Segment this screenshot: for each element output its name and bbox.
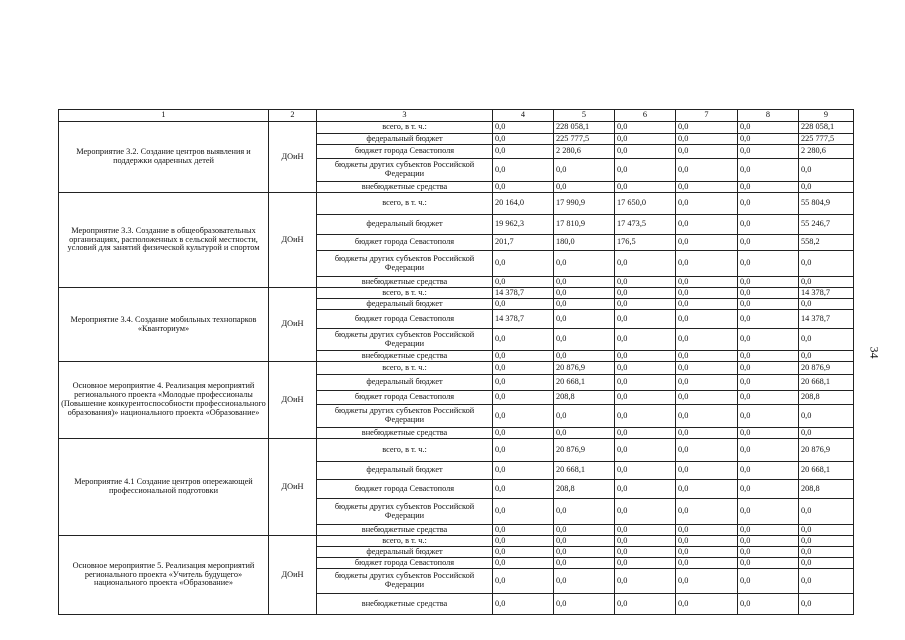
amount-cell-col-9: 14 378,7 (799, 310, 854, 329)
header-cell-4: 4 (493, 110, 554, 122)
amount-cell-col-7: 0,0 (676, 182, 738, 193)
funding-source-cell: всего, в т. ч.: (317, 536, 493, 547)
event-name-cell: Основное мероприятие 4. Реализация мероприятий регионального проекта «Молодые профессионалы (Повышение конкурентоспособности профессионального образования)» национального проекта «Образование» (59, 362, 269, 439)
amount-cell-col-6: 0,0 (615, 462, 676, 480)
amount-cell-col-5: 20 876,9 (554, 362, 615, 375)
header-cell-5: 5 (554, 110, 615, 122)
amount-cell-col-8: 0,0 (738, 594, 799, 615)
amount-cell-col-6: 0,0 (615, 351, 676, 362)
amount-cell-col-7: 0,0 (676, 405, 738, 428)
amount-cell-col-5: 0,0 (554, 299, 615, 310)
amount-cell-col-9: 208,8 (799, 391, 854, 405)
executor-cell: ДОиН (269, 193, 317, 288)
amount-cell-col-6: 0,0 (615, 299, 676, 310)
amount-cell-col-5: 225 777,5 (554, 134, 615, 145)
amount-cell-col-4: 0,0 (493, 569, 554, 594)
amount-cell-col-7: 0,0 (676, 215, 738, 235)
amount-cell-col-8: 0,0 (738, 362, 799, 375)
table-row (59, 288, 854, 299)
amount-cell-col-5: 0,0 (554, 329, 615, 351)
funding-source-cell: бюджеты других субъектов Российской Федерации (317, 251, 493, 277)
executor-cell: ДОиН (269, 536, 317, 615)
amount-cell-col-7: 0,0 (676, 558, 738, 569)
amount-cell-col-7: 0,0 (676, 525, 738, 536)
amount-cell-col-6: 0,0 (615, 499, 676, 525)
amount-cell-col-9: 208,8 (799, 480, 854, 499)
amount-cell-col-8: 0,0 (738, 499, 799, 525)
amount-cell-col-4: 0,0 (493, 299, 554, 310)
funding-source-cell: федеральный бюджет (317, 215, 493, 235)
amount-cell-col-9: 20 876,9 (799, 362, 854, 375)
table-row (59, 536, 854, 547)
amount-cell-col-8: 0,0 (738, 193, 799, 215)
amount-cell-col-4: 0,0 (493, 351, 554, 362)
amount-cell-col-9: 0,0 (799, 594, 854, 615)
amount-cell-col-4: 0,0 (493, 536, 554, 547)
amount-cell-col-8: 0,0 (738, 122, 799, 134)
executor-cell: ДОиН (269, 362, 317, 439)
amount-cell-col-9: 0,0 (799, 525, 854, 536)
amount-cell-col-9: 0,0 (799, 299, 854, 310)
amount-cell-col-6: 0,0 (615, 558, 676, 569)
amount-cell-col-9: 0,0 (799, 329, 854, 351)
amount-cell-col-6: 0,0 (615, 251, 676, 277)
amount-cell-col-7: 0,0 (676, 134, 738, 145)
funding-source-cell: бюджеты других субъектов Российской Федерации (317, 159, 493, 182)
budget-table (58, 109, 854, 615)
amount-cell-col-7: 0,0 (676, 251, 738, 277)
amount-cell-col-5: 0,0 (554, 288, 615, 299)
amount-cell-col-4: 0,0 (493, 159, 554, 182)
amount-cell-col-9: 0,0 (799, 405, 854, 428)
amount-cell-col-5: 180,0 (554, 235, 615, 251)
amount-cell-col-5: 0,0 (554, 159, 615, 182)
amount-cell-col-7: 0,0 (676, 329, 738, 351)
funding-source-cell: всего, в т. ч.: (317, 362, 493, 375)
amount-cell-col-4: 0,0 (493, 329, 554, 351)
funding-source-cell: бюджет города Севастополя (317, 310, 493, 329)
amount-cell-col-7: 0,0 (676, 193, 738, 215)
amount-cell-col-5: 0,0 (554, 405, 615, 428)
funding-source-cell: федеральный бюджет (317, 462, 493, 480)
amount-cell-col-6: 0,0 (615, 277, 676, 288)
funding-source-cell: бюджеты других субъектов Российской Федерации (317, 569, 493, 594)
header-cell-1: 1 (59, 110, 269, 122)
amount-cell-col-6: 0,0 (615, 536, 676, 547)
amount-cell-col-9: 558,2 (799, 235, 854, 251)
amount-cell-col-4: 0,0 (493, 122, 554, 134)
amount-cell-col-9: 225 777,5 (799, 134, 854, 145)
amount-cell-col-4: 0,0 (493, 428, 554, 439)
event-name-cell: Мероприятие 4.1 Создание центров опережающей профессиональной подготовки (59, 439, 269, 536)
amount-cell-col-6: 17 473,5 (615, 215, 676, 235)
table-row (59, 439, 854, 462)
amount-cell-col-5: 0,0 (554, 182, 615, 193)
amount-cell-col-6: 0,0 (615, 375, 676, 391)
amount-cell-col-8: 0,0 (738, 536, 799, 547)
amount-cell-col-9: 20 668,1 (799, 375, 854, 391)
amount-cell-col-5: 0,0 (554, 499, 615, 525)
amount-cell-col-7: 0,0 (676, 499, 738, 525)
amount-cell-col-7: 0,0 (676, 569, 738, 594)
funding-source-cell: всего, в т. ч.: (317, 439, 493, 462)
amount-cell-col-8: 0,0 (738, 547, 799, 558)
event-name-cell: Мероприятие 3.4. Создание мобильных технопарков «Кванториум» (59, 288, 269, 362)
event-name-cell: Мероприятие 3.2. Создание центров выявления и поддержки одаренных детей (59, 122, 269, 193)
amount-cell-col-5: 0,0 (554, 536, 615, 547)
header-cell-8: 8 (738, 110, 799, 122)
amount-cell-col-9: 0,0 (799, 547, 854, 558)
amount-cell-col-4: 0,0 (493, 547, 554, 558)
amount-cell-col-6: 0,0 (615, 329, 676, 351)
funding-source-cell: внебюджетные средства (317, 277, 493, 288)
amount-cell-col-4: 0,0 (493, 182, 554, 193)
amount-cell-col-4: 201,7 (493, 235, 554, 251)
amount-cell-col-4: 0,0 (493, 558, 554, 569)
funding-source-cell: бюджеты других субъектов Российской Федерации (317, 329, 493, 351)
amount-cell-col-5: 17 810,9 (554, 215, 615, 235)
funding-source-cell: бюджет города Севастополя (317, 235, 493, 251)
amount-cell-col-9: 0,0 (799, 499, 854, 525)
amount-cell-col-5: 208,8 (554, 391, 615, 405)
header-cell-2: 2 (269, 110, 317, 122)
funding-source-cell: внебюджетные средства (317, 182, 493, 193)
header-cell-9: 9 (799, 110, 854, 122)
header-cell-3: 3 (317, 110, 493, 122)
funding-source-cell: федеральный бюджет (317, 547, 493, 558)
amount-cell-col-8: 0,0 (738, 215, 799, 235)
amount-cell-col-9: 0,0 (799, 159, 854, 182)
amount-cell-col-9: 0,0 (799, 277, 854, 288)
amount-cell-col-9: 20 668,1 (799, 462, 854, 480)
amount-cell-col-6: 0,0 (615, 288, 676, 299)
amount-cell-col-5: 0,0 (554, 558, 615, 569)
funding-source-cell: внебюджетные средства (317, 525, 493, 536)
amount-cell-col-8: 0,0 (738, 428, 799, 439)
amount-cell-col-4: 0,0 (493, 391, 554, 405)
amount-cell-col-6: 0,0 (615, 159, 676, 182)
amount-cell-col-4: 0,0 (493, 439, 554, 462)
amount-cell-col-9: 0,0 (799, 182, 854, 193)
amount-cell-col-5: 228 058,1 (554, 122, 615, 134)
amount-cell-col-4: 0,0 (493, 145, 554, 159)
amount-cell-col-6: 0,0 (615, 362, 676, 375)
amount-cell-col-9: 0,0 (799, 351, 854, 362)
funding-source-cell: бюджеты других субъектов Российской Федерации (317, 499, 493, 525)
header-cell-7: 7 (676, 110, 738, 122)
amount-cell-col-8: 0,0 (738, 375, 799, 391)
amount-cell-col-6: 0,0 (615, 547, 676, 558)
amount-cell-col-7: 0,0 (676, 536, 738, 547)
amount-cell-col-6: 176,5 (615, 235, 676, 251)
amount-cell-col-9: 20 876,9 (799, 439, 854, 462)
amount-cell-col-8: 0,0 (738, 310, 799, 329)
amount-cell-col-8: 0,0 (738, 182, 799, 193)
funding-source-cell: бюджет города Севастополя (317, 480, 493, 499)
amount-cell-col-6: 0,0 (615, 122, 676, 134)
amount-cell-col-8: 0,0 (738, 329, 799, 351)
amount-cell-col-7: 0,0 (676, 310, 738, 329)
amount-cell-col-5: 0,0 (554, 594, 615, 615)
amount-cell-col-5: 0,0 (554, 525, 615, 536)
amount-cell-col-9: 0,0 (799, 536, 854, 547)
amount-cell-col-8: 0,0 (738, 439, 799, 462)
funding-source-cell: федеральный бюджет (317, 299, 493, 310)
amount-cell-col-6: 0,0 (615, 182, 676, 193)
funding-source-cell: федеральный бюджет (317, 134, 493, 145)
amount-cell-col-5: 20 876,9 (554, 439, 615, 462)
amount-cell-col-5: 0,0 (554, 310, 615, 329)
amount-cell-col-6: 0,0 (615, 391, 676, 405)
amount-cell-col-7: 0,0 (676, 439, 738, 462)
amount-cell-col-6: 0,0 (615, 134, 676, 145)
table-row (59, 193, 854, 215)
amount-cell-col-5: 2 280,6 (554, 145, 615, 159)
amount-cell-col-5: 0,0 (554, 569, 615, 594)
page-number: 34 (867, 346, 882, 359)
amount-cell-col-7: 0,0 (676, 235, 738, 251)
amount-cell-col-6: 0,0 (615, 145, 676, 159)
amount-cell-col-9: 0,0 (799, 569, 854, 594)
amount-cell-col-4: 0,0 (493, 251, 554, 277)
amount-cell-col-4: 0,0 (493, 277, 554, 288)
amount-cell-col-5: 17 990,9 (554, 193, 615, 215)
executor-cell: ДОиН (269, 122, 317, 193)
amount-cell-col-8: 0,0 (738, 288, 799, 299)
amount-cell-col-4: 14 378,7 (493, 288, 554, 299)
amount-cell-col-8: 0,0 (738, 462, 799, 480)
amount-cell-col-7: 0,0 (676, 351, 738, 362)
amount-cell-col-4: 19 962,3 (493, 215, 554, 235)
amount-cell-col-8: 0,0 (738, 159, 799, 182)
funding-source-cell: бюджет города Севастополя (317, 391, 493, 405)
amount-cell-col-4: 0,0 (493, 405, 554, 428)
amount-cell-col-6: 0,0 (615, 594, 676, 615)
amount-cell-col-5: 0,0 (554, 547, 615, 558)
amount-cell-col-6: 0,0 (615, 480, 676, 499)
amount-cell-col-7: 0,0 (676, 428, 738, 439)
amount-cell-col-8: 0,0 (738, 405, 799, 428)
funding-source-cell: внебюджетные средства (317, 351, 493, 362)
funding-source-cell: внебюджетные средства (317, 428, 493, 439)
amount-cell-col-7: 0,0 (676, 288, 738, 299)
amount-cell-col-9: 55 246,7 (799, 215, 854, 235)
amount-cell-col-4: 14 378,7 (493, 310, 554, 329)
amount-cell-col-8: 0,0 (738, 351, 799, 362)
amount-cell-col-4: 0,0 (493, 462, 554, 480)
amount-cell-col-6: 0,0 (615, 569, 676, 594)
amount-cell-col-7: 0,0 (676, 159, 738, 182)
funding-source-cell: федеральный бюджет (317, 375, 493, 391)
amount-cell-col-8: 0,0 (738, 558, 799, 569)
amount-cell-col-5: 20 668,1 (554, 375, 615, 391)
amount-cell-col-8: 0,0 (738, 134, 799, 145)
header-row (59, 110, 854, 122)
executor-cell: ДОиН (269, 288, 317, 362)
amount-cell-col-8: 0,0 (738, 569, 799, 594)
amount-cell-col-7: 0,0 (676, 594, 738, 615)
amount-cell-col-7: 0,0 (676, 145, 738, 159)
amount-cell-col-4: 0,0 (493, 134, 554, 145)
amount-cell-col-6: 0,0 (615, 439, 676, 462)
table-row (59, 122, 854, 134)
amount-cell-col-8: 0,0 (738, 525, 799, 536)
amount-cell-col-7: 0,0 (676, 277, 738, 288)
amount-cell-col-5: 20 668,1 (554, 462, 615, 480)
amount-cell-col-9: 0,0 (799, 428, 854, 439)
amount-cell-col-9: 55 804,9 (799, 193, 854, 215)
amount-cell-col-5: 0,0 (554, 251, 615, 277)
amount-cell-col-9: 2 280,6 (799, 145, 854, 159)
amount-cell-col-6: 0,0 (615, 310, 676, 329)
funding-source-cell: бюджеты других субъектов Российской Федерации (317, 405, 493, 428)
amount-cell-col-6: 17 650,0 (615, 193, 676, 215)
amount-cell-col-4: 20 164,0 (493, 193, 554, 215)
amount-cell-col-5: 0,0 (554, 351, 615, 362)
amount-cell-col-8: 0,0 (738, 480, 799, 499)
event-name-cell: Мероприятие 3.3. Создание в общеобразовательных организациях, расположенных в сельской местности, условий для занятий физической культурой и спортом (59, 193, 269, 288)
amount-cell-col-4: 0,0 (493, 594, 554, 615)
funding-source-cell: внебюджетные средства (317, 594, 493, 615)
amount-cell-col-8: 0,0 (738, 299, 799, 310)
amount-cell-col-9: 0,0 (799, 558, 854, 569)
funding-source-cell: бюджет города Севастополя (317, 558, 493, 569)
amount-cell-col-8: 0,0 (738, 251, 799, 277)
header-cell-6: 6 (615, 110, 676, 122)
amount-cell-col-5: 0,0 (554, 277, 615, 288)
amount-cell-col-4: 0,0 (493, 480, 554, 499)
amount-cell-col-8: 0,0 (738, 145, 799, 159)
executor-cell: ДОиН (269, 439, 317, 536)
amount-cell-col-7: 0,0 (676, 391, 738, 405)
amount-cell-col-5: 0,0 (554, 428, 615, 439)
amount-cell-col-8: 0,0 (738, 277, 799, 288)
amount-cell-col-9: 14 378,7 (799, 288, 854, 299)
amount-cell-col-7: 0,0 (676, 299, 738, 310)
amount-cell-col-4: 0,0 (493, 525, 554, 536)
amount-cell-col-7: 0,0 (676, 480, 738, 499)
amount-cell-col-7: 0,0 (676, 362, 738, 375)
amount-cell-col-4: 0,0 (493, 499, 554, 525)
amount-cell-col-8: 0,0 (738, 391, 799, 405)
amount-cell-col-7: 0,0 (676, 375, 738, 391)
funding-source-cell: бюджет города Севастополя (317, 145, 493, 159)
amount-cell-col-6: 0,0 (615, 405, 676, 428)
amount-cell-col-9: 228 058,1 (799, 122, 854, 134)
funding-source-cell: всего, в т. ч.: (317, 288, 493, 299)
amount-cell-col-7: 0,0 (676, 122, 738, 134)
funding-source-cell: всего, в т. ч.: (317, 122, 493, 134)
amount-cell-col-6: 0,0 (615, 428, 676, 439)
table-row (59, 362, 854, 375)
amount-cell-col-5: 208,8 (554, 480, 615, 499)
amount-cell-col-8: 0,0 (738, 235, 799, 251)
amount-cell-col-9: 0,0 (799, 251, 854, 277)
amount-cell-col-7: 0,0 (676, 547, 738, 558)
event-name-cell: Основное мероприятие 5. Реализация мероприятий регионального проекта «Учитель будущего» национального проекта «Образование» (59, 536, 269, 615)
amount-cell-col-7: 0,0 (676, 462, 738, 480)
funding-source-cell: всего, в т. ч.: (317, 193, 493, 215)
amount-cell-col-4: 0,0 (493, 375, 554, 391)
amount-cell-col-6: 0,0 (615, 525, 676, 536)
amount-cell-col-4: 0,0 (493, 362, 554, 375)
